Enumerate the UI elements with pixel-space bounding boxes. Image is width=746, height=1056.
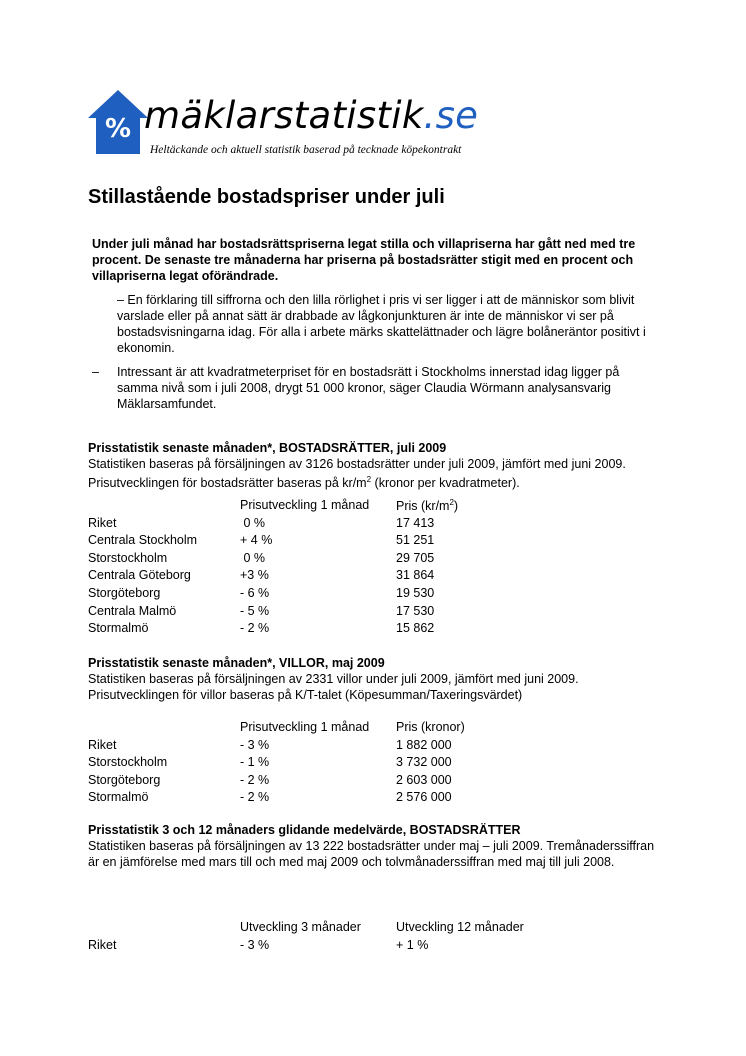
header-price-sup: 2 (449, 498, 454, 507)
cell-region: Stormalmö (88, 621, 149, 636)
cell-region: Riket (88, 737, 117, 752)
header-12m: Utveckling 12 månader (396, 920, 524, 934)
cell-change: - 5 % (240, 603, 270, 618)
header-change: Prisutveckling 1 månad (240, 498, 370, 512)
logo-wordmark (144, 94, 478, 138)
cell-price: 2 576 000 (396, 790, 452, 805)
cell-change: +3 % (240, 568, 269, 583)
logo-tld: .se (423, 94, 479, 137)
quote-paragraph-2 (92, 364, 662, 412)
header-region (88, 920, 240, 938)
quote-paragraph-2-text: Intressant är att kvadratmeterpriset för en bostadsrätt i Stockholms innerstad idag ligger på samma nivå som i juli 2008, drygt 51 000 kronor, säger Claudia Wörmann analysansvarig Mäklarsamfundet. (117, 365, 620, 411)
header-price (396, 498, 458, 516)
header-change: Prisutveckling 1 månad (240, 720, 370, 734)
header-price: Pris (kronor) (396, 720, 465, 734)
cell-region: Stormalmö (88, 790, 149, 805)
cell-change: - 1 % (240, 755, 270, 770)
cell-price: 29 705 (396, 550, 435, 565)
cell-change: 0 % (240, 515, 266, 530)
logo-tagline: Heltäckande och aktuell statistik baserad på tecknade köpekontrakt (150, 144, 462, 156)
section-description: Statistiken baseras på försäljningen av 13 222 bostadsrätter under maj – juli 2009. Tremånaderssiffran är en jämförelse med mars till och med maj 2009 och tolvmånaderssiffran med maj till juli 2008. (88, 839, 655, 869)
desc-text: Statistiken baseras på försäljningen av 3126 bostadsrätter under juli 2009, jämfört med juni 2009. Prisutvecklingen för bostadsrätter baseras på kr/m (88, 457, 626, 491)
header-3m: Utveckling 3 månader (240, 920, 361, 934)
section-title: Prisstatistik 3 och 12 månaders glidande medelvärde, BOSTADSRÄTTER (88, 823, 521, 837)
table-row (88, 604, 458, 622)
site-logo (86, 88, 506, 168)
section-br-month (88, 440, 658, 491)
cell-price: 31 864 (396, 568, 435, 583)
cell-price: 51 251 (396, 533, 435, 548)
logo-symbol: % (104, 114, 132, 144)
table-row (88, 738, 465, 756)
cell-change-3m: - 3 % (240, 937, 270, 952)
cell-price: 19 530 (396, 585, 435, 600)
cell-region: Centrala Stockholm (88, 533, 198, 548)
section-title: Prisstatistik senaste månaden*, BOSTADSRÄTTER, juli 2009 (88, 441, 447, 455)
logo-name: mäklarstatistik (144, 94, 424, 137)
table-row (88, 938, 524, 956)
cell-region: Riket (88, 937, 117, 952)
table-row (88, 568, 458, 586)
page-title: Stillastående bostadspriser under juli (88, 186, 445, 208)
quote-paragraph-1: – En förklaring till siffrorna och den lilla rörlighet i pris vi ser ligger i att de människor som blivit varslade eller på annat sätt är drabbade av lågkonjunkturen är inte de människor vi ser på bostadsvisningarna idag. För alla i arbete märks skattelättnader och lägre bolåneräntor positivt i ekonomin. (117, 293, 646, 355)
cell-price: 1 882 000 (396, 737, 452, 752)
section-villa-month (88, 655, 658, 703)
cell-change-12m: + 1 % (396, 937, 429, 952)
cell-region: Storgöteborg (88, 772, 161, 787)
intro-paragraph: Under juli månad har bostadsrättspriserna legat stilla och villapriserna har gått ned med tre procent. De senaste tre månaderna har priserna på bostadsrätter stigit med en procent och villapriserna legat oförändrade. (92, 237, 636, 283)
table-row (88, 755, 465, 773)
cell-price: 17 530 (396, 603, 435, 618)
cell-change: - 2 % (240, 790, 270, 805)
section-description (88, 456, 658, 491)
cell-price: 2 603 000 (396, 772, 452, 787)
table-br-month (88, 498, 458, 639)
cell-change: 0 % (240, 550, 266, 565)
dash-mark: – (92, 365, 99, 379)
table-row (88, 586, 458, 604)
table-row (88, 533, 458, 551)
cell-region: Storgöteborg (88, 585, 161, 600)
section-br-rolling (88, 822, 658, 870)
table-header-row (88, 920, 524, 938)
desc-sup: 2 (366, 475, 372, 484)
table-row (88, 621, 458, 639)
cell-change: - 2 % (240, 621, 270, 636)
header-region (88, 720, 240, 738)
section-title: Prisstatistik senaste månaden*, VILLOR, maj 2009 (88, 656, 385, 670)
cell-region: Centrala Malmö (88, 603, 177, 618)
table-br-rolling (88, 920, 524, 955)
section-description: Statistiken baseras på försäljningen av 2331 villor under juli 2009, jämfört med juni 2009. Prisutvecklingen för villor baseras på K/T-talet (Köpesumman/Taxeringsvärdet) (88, 672, 579, 702)
table-row (88, 790, 465, 808)
table-villa-month (88, 720, 465, 808)
desc-text-end: (kronor per kvadratmeter). (371, 476, 520, 491)
table-row (88, 551, 458, 569)
table-row (88, 516, 458, 534)
header-region (88, 498, 240, 516)
cell-price: 15 862 (396, 621, 435, 636)
cell-change: - 6 % (240, 585, 270, 600)
cell-region: Riket (88, 515, 117, 530)
cell-change: + 4 % (240, 533, 273, 548)
cell-change: - 3 % (240, 737, 270, 752)
table-header-row (88, 498, 458, 516)
cell-price: 3 732 000 (396, 755, 452, 770)
header-price-text: Pris (kr/m (396, 499, 450, 514)
table-header-row (88, 720, 465, 738)
cell-region: Storstockholm (88, 550, 168, 565)
header-price-close: ) (453, 499, 459, 514)
cell-region: Centrala Göteborg (88, 568, 191, 583)
cell-region: Storstockholm (88, 755, 168, 770)
cell-change: - 2 % (240, 772, 270, 787)
cell-price: 17 413 (396, 515, 435, 530)
table-row (88, 773, 465, 791)
